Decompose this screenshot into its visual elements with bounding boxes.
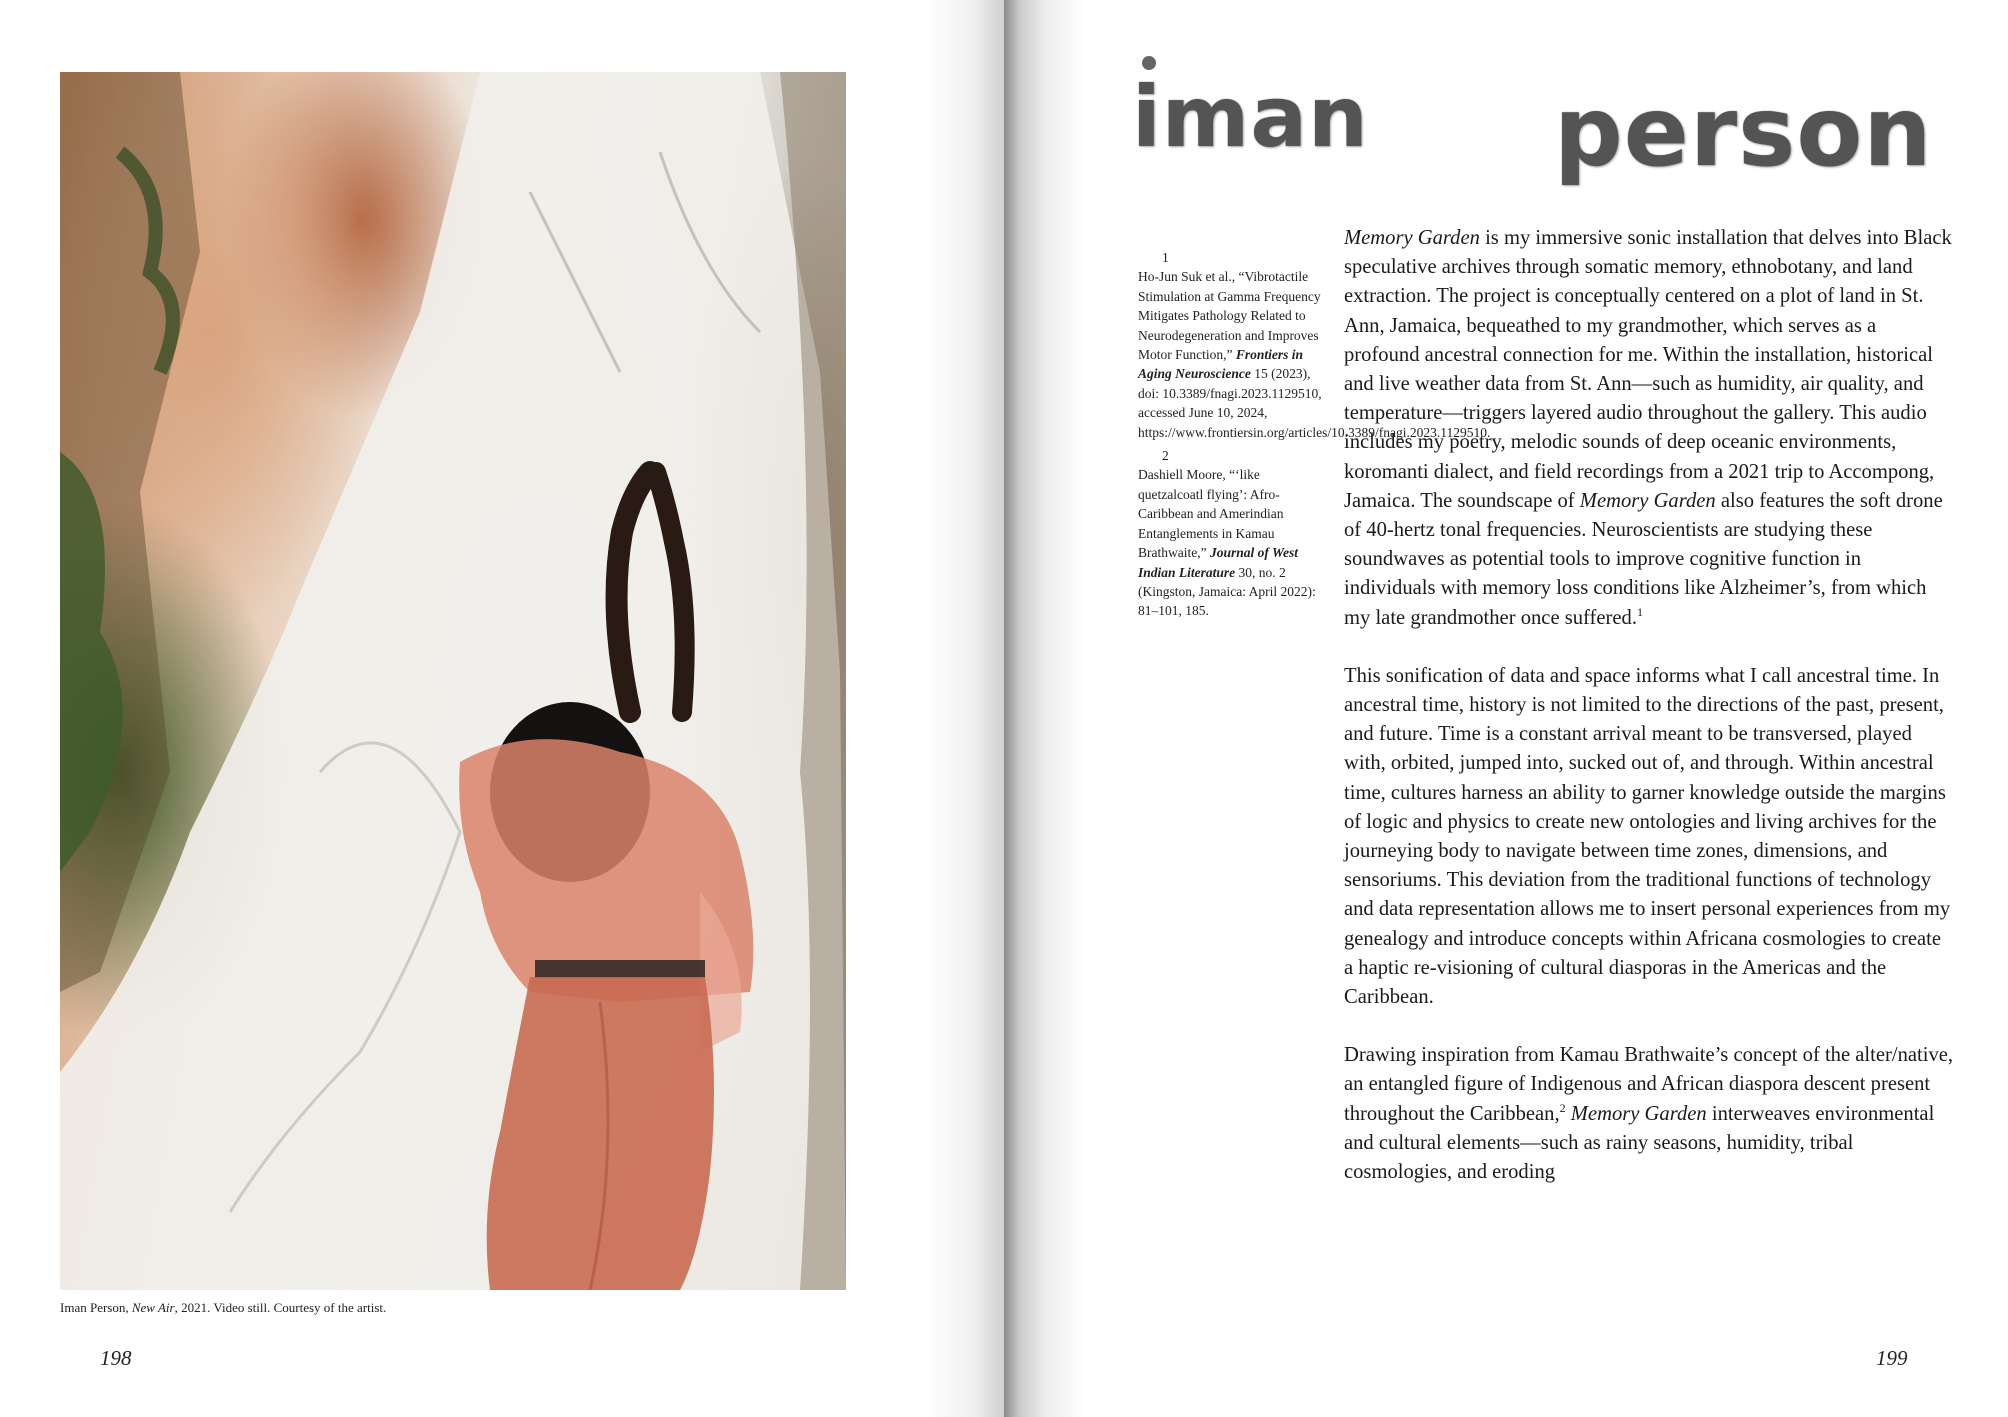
paragraph — [1344, 662, 1954, 1012]
footnote-text: 30, no. 2 (Kingston, Jamaica: April 2022): 81–101, 185. — [1138, 564, 1316, 619]
footnote-journal: Journal of West Indian Literature — [1138, 545, 1299, 580]
caption-artist: Iman Person, — [60, 1300, 129, 1315]
footnote-number: 1 — [1162, 250, 1169, 265]
italic-title: Memory Garden — [1579, 489, 1716, 512]
footnote-journal: Frontiers in Aging Neuroscience — [1138, 347, 1304, 382]
title-last-name: person — [1554, 76, 1933, 188]
footnote — [1138, 446, 1328, 621]
footnote-text: 15 (2023), doi: 10.3389/fnagi.2023.1129510, accessed June 10, 2024, https://www.frontiersin.org/articles/10.3389/fnagi.2023.1129510. — [1138, 366, 1491, 440]
footnote — [1138, 248, 1491, 442]
page-number-right: 199 — [1876, 1346, 1908, 1370]
footnote-number: 2 — [1162, 448, 1169, 464]
right-page — [1004, 0, 2008, 1417]
photo-video-still — [60, 72, 846, 1290]
footnote-ref: 2 — [1559, 1100, 1566, 1115]
paragraph-text: This sonification of data and space informs what I call ancestral time. In ancestral time, history is not limited to the directions of the past, present, and future. Time is a constant arrival meant to be transversed, played with, orbited, jumped into, sucked out of, and through. Within ancestral time, cultures harness an ability to garner knowledge outside the margins of logic and physics to create new ontologies and living archives for the journeying body to navigate between time zones, dimensions, and sensoriums. This deviation from the traditional functions of technology and data representation allows me to insert personal experiences from my genealogy and introduce concepts within Africana cosmologies to create a haptic re-visioning of cultural diasporas in the Americas and the Caribbean. — [1344, 664, 1951, 1009]
caption-work-title: New Air — [131, 1300, 175, 1315]
page-number-left: 198 — [100, 1346, 132, 1370]
italic-title: Memory Garden — [1344, 227, 1480, 249]
paragraph — [1344, 224, 1954, 633]
footnote-ref: 1 — [1636, 604, 1643, 619]
paragraph-text: also features the soft drone of 40-hertz tonal frequencies. Neuroscientists are studying these soundwaves as potential tools to improve cognitive function in individuals with memory loss conditions like Alzheimer’s, from which my late grandmother once suffered. — [1344, 489, 1943, 629]
paragraph-text: interweaves environmental and cultural elements—such as rainy seasons, humidity, tribal cosmologies, and eroding — [1344, 1102, 1935, 1184]
body-text — [1344, 224, 1954, 1216]
italic-title: Memory Garden — [1570, 1102, 1707, 1125]
paragraph-text: Drawing inspiration from Kamau Brathwaite’s concept of the alter/native, an entangled figure of Indigenous and African diaspora descent present throughout the Caribbean, — [1344, 1044, 1954, 1125]
figure-illustration — [60, 72, 846, 1290]
footnote-text: Dashiell Moore, “‘like quetzalcoatl flying’: Afro-Caribbean and Amerindian Entanglements in Kamau Brathwaite,” — [1138, 467, 1284, 561]
paragraph — [1344, 1041, 1954, 1187]
footnote-text: Ho-Jun Suk et al., “Vibrotactile Stimulation at Gamma Frequency Mitigates Pathology Related to Neurodegeneration and Improves Motor Function,” — [1138, 269, 1321, 363]
footnotes-column — [1138, 248, 1491, 625]
paragraph-text: is my immersive sonic installation that delves into Black speculative archives through somatic memory, ethnobotany, and land extraction. The project is conceptually centered on a plot of land in St. Ann, Jamaica, bequeathed to my grandmother, which serves as a profound ancestral connection for me. Within the installation, historical and live weather data from St. Ann—such as humidity, air quality, and temperature—triggers layered audio throughout the gallery. This audio includes my poetry, melodic sounds of deep oceanic environments, koromanti dialect, and field recordings from a 2021 trip to Accompong, Jamaica. The soundscape of — [1344, 227, 1952, 512]
title-first-name: iman — [1132, 68, 1369, 166]
photo-caption — [60, 1300, 846, 1316]
caption-details: , 2021. Video still. Courtesy of the artist. — [174, 1300, 387, 1315]
